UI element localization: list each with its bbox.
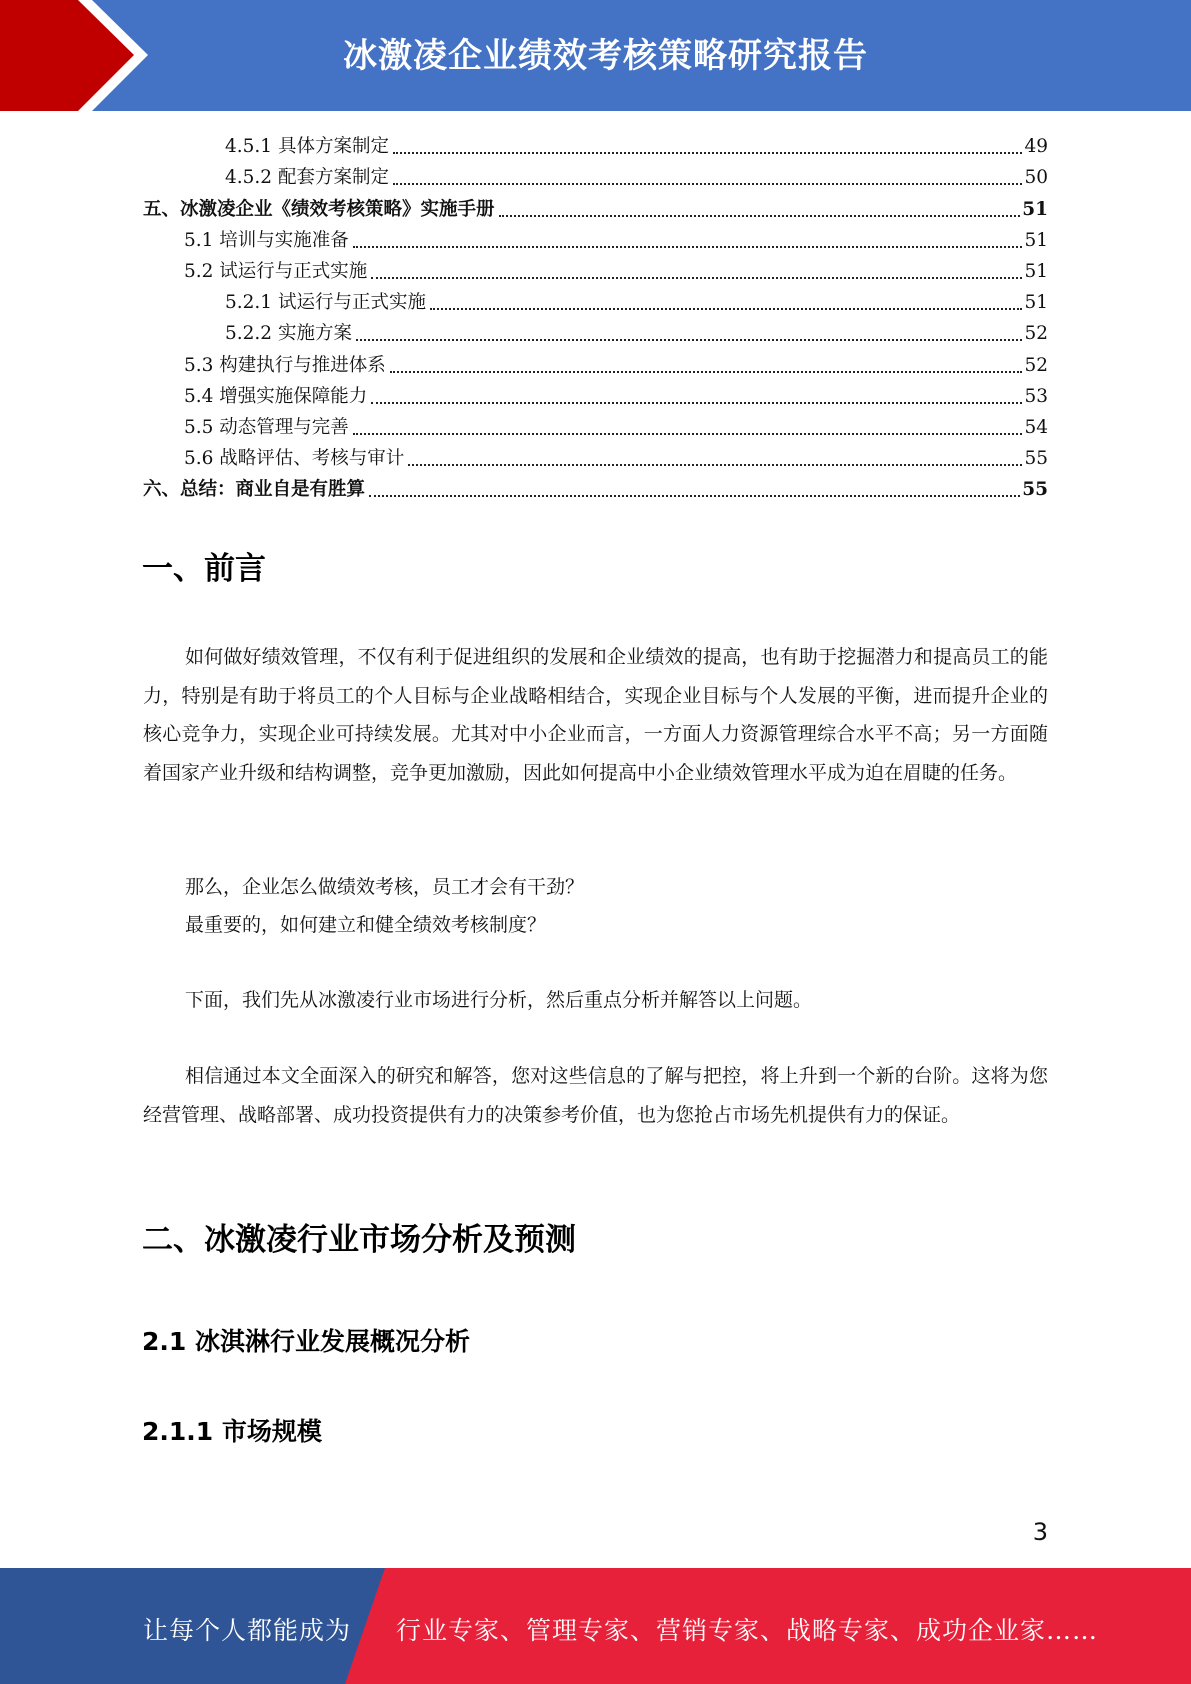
report-title: 冰激凌企业绩效考核策略研究报告 xyxy=(343,36,868,76)
toc-entry-page: 52 xyxy=(1024,323,1048,345)
toc-dot-leader xyxy=(393,183,1022,185)
toc-entry-label: 5.2.2 实施方案 xyxy=(225,323,352,345)
section-heading-preface: 一、前言 xyxy=(142,551,266,587)
toc-dot-leader xyxy=(408,464,1022,466)
toc-entry-page: 53 xyxy=(1024,385,1048,407)
subsection-heading-2-1: 2.1 冰淇淋行业发展概况分析 xyxy=(142,1327,470,1356)
toc-entry-page: 51 xyxy=(1024,229,1048,251)
toc-entry-page: 55 xyxy=(1024,448,1048,470)
toc-entry-label: 六、总结：商业自是有胜算 xyxy=(143,479,366,501)
page-footer xyxy=(0,1568,1191,1684)
toc-dot-leader xyxy=(369,495,1020,497)
toc-entry[interactable] xyxy=(143,222,1048,253)
preface-paragraph-2: 相信通过本文全面深入的研究和解答，您对这些信息的了解与把控，将上升到一个新的台阶。这将为您经营管理、战略部署、成功投资提供有力的决策参考价值，也为您抢占市场先机提供有力的保证。 xyxy=(143,1065,1048,1126)
toc-entry-label: 4.5.2 配套方案制定 xyxy=(225,167,389,189)
toc-entry[interactable] xyxy=(143,378,1048,409)
toc-entry[interactable] xyxy=(143,128,1048,159)
toc-entry-page: 51 xyxy=(1024,260,1048,282)
section-heading-market: 二、冰激凌行业市场分析及预测 xyxy=(142,1222,576,1258)
toc-dot-leader xyxy=(430,308,1022,310)
toc-dot-leader xyxy=(371,402,1022,404)
toc-entry[interactable] xyxy=(143,346,1048,377)
toc-dot-leader xyxy=(390,371,1023,373)
toc-entry-page: 55 xyxy=(1022,479,1048,501)
toc-entry[interactable] xyxy=(143,159,1048,190)
toc-dot-leader xyxy=(393,152,1022,154)
footer-slogan-right: 行业专家、管理专家、营销专家、战略专家、成功企业家…… xyxy=(396,1616,1099,1645)
table-of-contents xyxy=(143,128,1048,502)
page-number: 3 xyxy=(1032,1518,1048,1546)
preface-question-2: 最重要的，如何建立和健全绩效考核制度？ xyxy=(185,914,547,936)
toc-entry-label: 5.2 试运行与正式实施 xyxy=(184,260,368,282)
toc-entry-page: 52 xyxy=(1024,354,1048,376)
toc-entry-label: 5.3 构建执行与推进体系 xyxy=(184,354,386,376)
toc-entry-label: 5.6 战略评估、考核与审计 xyxy=(184,448,405,470)
toc-entry-page: 50 xyxy=(1024,167,1048,189)
toc-entry-label: 4.5.1 具体方案制定 xyxy=(225,136,389,158)
toc-entry-label: 5.1 培训与实施准备 xyxy=(184,229,349,251)
footer-slogan-left: 让每个人都能成为 xyxy=(143,1616,352,1645)
toc-dot-leader xyxy=(499,215,1021,217)
toc-entry-label: 五、冰激凌企业《绩效考核策略》实施手册 xyxy=(143,198,495,220)
toc-dot-leader xyxy=(356,339,1023,341)
toc-dot-leader xyxy=(371,277,1022,279)
preface-paragraph-1: 如何做好绩效管理，不仅有利于促进组织的发展和企业绩效的提高，也有助于挖掘潜力和提高员工的能力，特别是有助于将员工的个人目标与企业战略相结合，实现企业目标与个人发展的平衡，进而提升企业的核心竞争力，实现企业可持续发展。尤其对中小企业而言，一方面人力资源管理综合水平不高；另一方面随着国家产业升级和结构调整，竞争更加激励，因此如何提高中小企业绩效管理水平成为迫在眉睫的任务。 xyxy=(143,646,1048,784)
toc-entry[interactable] xyxy=(143,440,1048,471)
toc-entry-page: 51 xyxy=(1022,198,1048,220)
toc-dot-leader xyxy=(353,433,1023,435)
subsection-heading-2-1-1: 2.1.1 市场规模 xyxy=(142,1417,322,1446)
preface-line-next: 下面，我们先从冰激凌行业市场进行分析，然后重点分析并解答以上问题。 xyxy=(185,989,813,1011)
toc-entry[interactable] xyxy=(143,253,1048,284)
toc-entry[interactable] xyxy=(143,409,1048,440)
toc-entry[interactable] xyxy=(143,190,1048,221)
page-header xyxy=(0,0,1191,111)
toc-entry[interactable] xyxy=(143,284,1048,315)
toc-entry[interactable] xyxy=(143,471,1048,502)
toc-entry-label: 5.2.1 试运行与正式实施 xyxy=(225,292,426,314)
toc-entry-page: 51 xyxy=(1024,292,1048,314)
toc-entry-label: 5.5 动态管理与完善 xyxy=(184,416,349,438)
toc-dot-leader xyxy=(353,246,1023,248)
toc-entry-page: 49 xyxy=(1024,136,1048,158)
toc-entry[interactable] xyxy=(143,315,1048,346)
toc-entry-label: 5.4 增强实施保障能力 xyxy=(184,385,368,407)
toc-entry-page: 54 xyxy=(1024,416,1048,438)
preface-question-1: 那么，企业怎么做绩效考核，员工才会有干劲？ xyxy=(185,876,585,898)
